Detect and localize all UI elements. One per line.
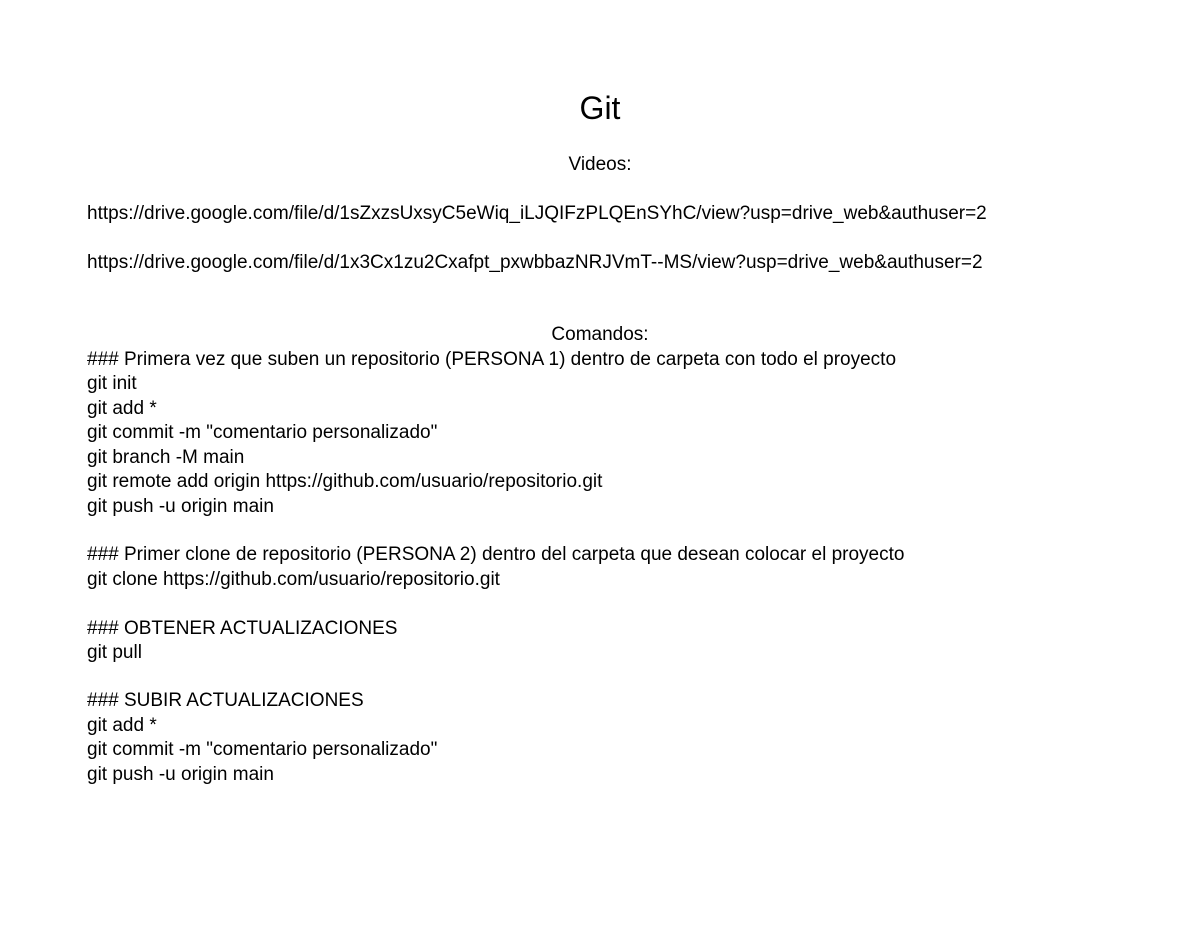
- command-line: git push -u origin main: [87, 764, 274, 785]
- command-line: git pull: [87, 642, 142, 663]
- command-line: git push -u origin main: [87, 496, 274, 517]
- commands-heading: Comandos:: [551, 324, 649, 345]
- command-line: git clone https://github.com/usuario/repositorio.git: [87, 569, 500, 590]
- section-heading-first-upload: ### Primera vez que suben un repositorio (PERSONA 1) dentro de carpeta con todo el proyecto: [87, 349, 897, 370]
- document-title: Git: [579, 90, 621, 126]
- command-line: git branch -M main: [87, 447, 245, 468]
- command-line: git init: [87, 373, 137, 394]
- section-heading-upload-updates: ### SUBIR ACTUALIZACIONES: [87, 690, 364, 711]
- video-link-1[interactable]: https://drive.google.com/file/d/1sZxzsUxsyC5eWiq_iLJQIFzPLQEnSYhC/view?usp=drive_web&authuser=2: [87, 203, 987, 224]
- section-heading-get-updates: ### OBTENER ACTUALIZACIONES: [87, 618, 398, 639]
- command-line: git add *: [87, 398, 157, 419]
- command-line: git remote add origin https://github.com/usuario/repositorio.git: [87, 471, 603, 492]
- command-line: git add *: [87, 715, 157, 736]
- videos-heading: Videos:: [568, 154, 632, 175]
- video-link-2[interactable]: https://drive.google.com/file/d/1x3Cx1zu2Cxafpt_pxwbbazNRJVmT--MS/view?usp=drive_web&authuser=2: [87, 252, 983, 273]
- section-heading-first-clone: ### Primer clone de repositorio (PERSONA 2) dentro del carpeta que desean colocar el proyecto: [87, 544, 905, 565]
- command-line: git commit -m "comentario personalizado": [87, 422, 438, 443]
- command-line: git commit -m "comentario personalizado": [87, 739, 438, 760]
